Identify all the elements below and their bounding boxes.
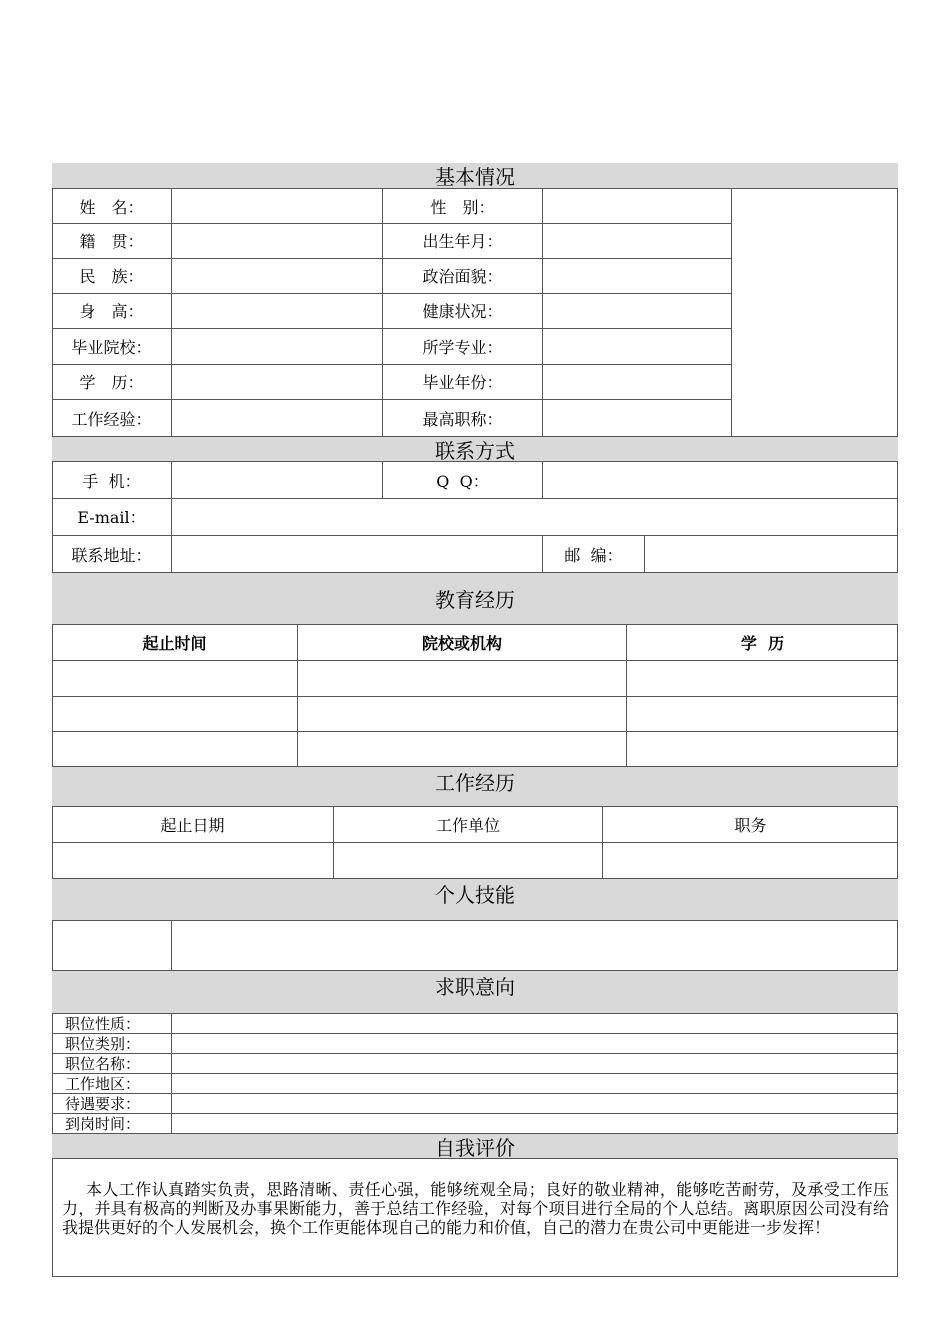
field-degree[interactable]: [172, 365, 382, 399]
photo-box[interactable]: [732, 189, 897, 437]
label-health: 健康状况：: [422, 302, 503, 321]
label-job-nature: 职位性质：: [65, 1015, 141, 1033]
label-native-place: 籍 贯：: [79, 232, 144, 251]
label-title: 最高职称：: [422, 409, 503, 429]
field-address[interactable]: [172, 536, 542, 573]
field-grad-year[interactable]: [543, 365, 731, 399]
section-education: 教育经历: [52, 572, 898, 625]
section-contact: 联系方式: [52, 436, 898, 462]
edu-row-2[interactable]: [53, 697, 897, 731]
field-email[interactable]: [172, 499, 897, 535]
label-experience: 工作经验：: [71, 409, 152, 429]
field-gender[interactable]: [543, 190, 731, 223]
label-ethnicity: 民 族：: [79, 267, 144, 286]
field-native-place[interactable]: [172, 224, 382, 258]
edu-row-1[interactable]: [53, 661, 897, 696]
field-name[interactable]: [172, 190, 382, 223]
edu-header-degree: 学 历: [740, 634, 785, 653]
label-salary: 待遇要求：: [65, 1095, 141, 1113]
field-school[interactable]: [172, 329, 382, 364]
section-basic: 基本情况: [52, 163, 898, 189]
field-salary[interactable]: [172, 1094, 897, 1113]
label-job-category: 职位类别：: [65, 1035, 141, 1053]
field-work-area[interactable]: [172, 1074, 897, 1093]
label-politics: 政治面貌：: [422, 267, 503, 286]
field-title[interactable]: [543, 400, 731, 437]
section-intent: 求职意向: [52, 970, 898, 1014]
label-birth: 出生年月：: [422, 232, 503, 251]
skills-label-cell[interactable]: [53, 921, 171, 970]
self-eval-text[interactable]: 本人工作认真踏实负责，思路清晰、责任心强，能够统观全局；良好的敬业精神，能够吃苦耐劳，及承受工作压力，并具有极高的判断及办事果断能力，善于总结工作经验，对每个项目进行全局的个人总结。离职原因公司没有给我提供更好的个人发展机会，换个工作更能体现自己的能力和价值，自己的潜力在贵公司中更能进一步发挥！: [62, 1180, 889, 1237]
field-qq[interactable]: [543, 463, 897, 498]
label-phone: 手 机：: [82, 471, 141, 491]
work-row-1[interactable]: [53, 843, 897, 878]
field-ethnicity[interactable]: [172, 259, 382, 293]
field-experience[interactable]: [172, 400, 382, 437]
label-email: E-mail：: [77, 508, 146, 527]
label-name: 姓 名：: [79, 197, 144, 217]
edu-header-period: 起止时间: [142, 634, 207, 653]
section-self-eval: 自我评价: [52, 1133, 898, 1159]
field-phone[interactable]: [172, 463, 382, 498]
section-skills: 个人技能: [52, 878, 898, 921]
work-header-company: 工作单位: [435, 815, 500, 835]
field-start-time[interactable]: [172, 1114, 897, 1133]
label-job-name: 职位名称：: [65, 1055, 141, 1073]
edu-header-school: 院校或机构: [421, 634, 502, 653]
label-school: 毕业院校：: [71, 337, 152, 357]
label-grad-year: 毕业年份：: [422, 373, 503, 392]
label-qq: Q Q：: [436, 471, 489, 491]
field-job-name[interactable]: [172, 1054, 897, 1073]
label-major: 所学专业：: [422, 337, 503, 357]
field-health[interactable]: [543, 294, 731, 328]
label-address: 联系地址：: [71, 545, 152, 565]
skills-field[interactable]: [172, 921, 897, 970]
label-degree: 学 历：: [79, 373, 144, 392]
field-job-nature[interactable]: [172, 1014, 897, 1033]
edu-row-3[interactable]: [53, 732, 897, 766]
field-height[interactable]: [172, 294, 382, 328]
field-politics[interactable]: [543, 259, 731, 293]
field-major[interactable]: [543, 329, 731, 364]
work-header-position: 职务: [734, 815, 767, 835]
field-birth[interactable]: [543, 224, 731, 258]
field-postcode[interactable]: [645, 536, 897, 573]
label-gender: 性 别：: [430, 197, 495, 217]
label-postcode: 邮 编：: [564, 545, 623, 565]
section-work: 工作经历: [52, 766, 898, 807]
work-header-period: 起止日期: [160, 815, 225, 835]
label-start-time: 到岗时间：: [65, 1115, 141, 1133]
label-work-area: 工作地区：: [65, 1075, 141, 1093]
field-job-category[interactable]: [172, 1034, 897, 1053]
label-height: 身 高：: [79, 302, 144, 321]
